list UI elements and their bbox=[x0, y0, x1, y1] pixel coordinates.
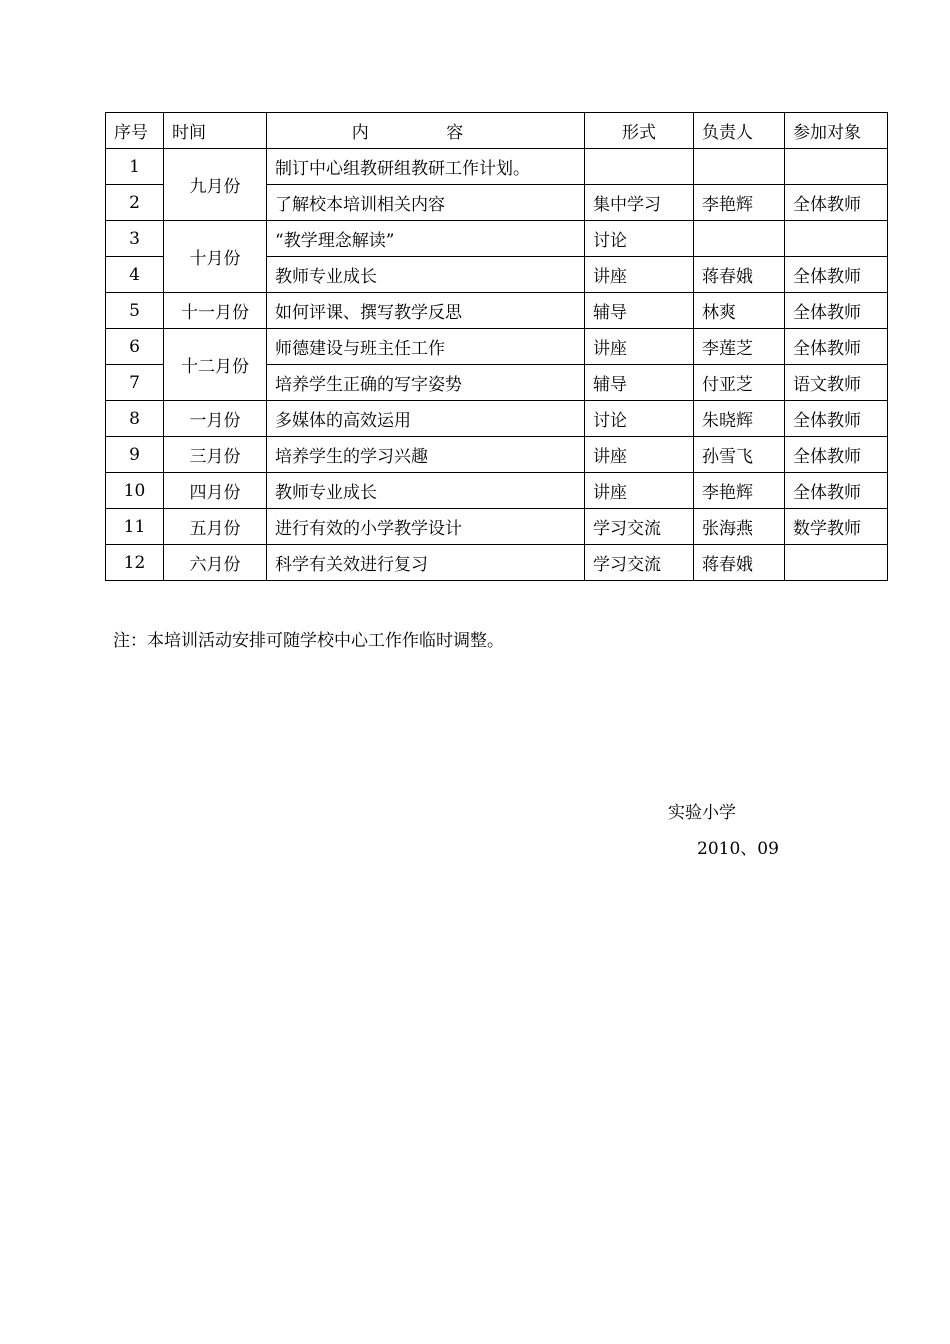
row-audience: 语文教师 bbox=[785, 365, 888, 401]
row-index: 2 bbox=[106, 185, 164, 221]
row-audience: 数学教师 bbox=[785, 509, 888, 545]
row-index: 1 bbox=[106, 149, 164, 185]
row-owner bbox=[694, 221, 785, 257]
row-audience: 全体教师 bbox=[785, 437, 888, 473]
adjustment-note: 注：本培训活动安排可随学校中心工作作临时调整。 bbox=[113, 631, 504, 651]
row-time: 十一月份 bbox=[164, 293, 267, 329]
row-index: 8 bbox=[106, 401, 164, 437]
row-format: 集中学习 bbox=[585, 185, 694, 221]
row-content: 进行有效的小学教学设计 bbox=[267, 509, 585, 545]
row-content: 教师专业成长 bbox=[267, 473, 585, 509]
row-index: 12 bbox=[106, 545, 164, 581]
table-row bbox=[106, 545, 888, 581]
table-row bbox=[106, 329, 888, 365]
table-row bbox=[106, 509, 888, 545]
row-owner: 孙雪飞 bbox=[694, 437, 785, 473]
row-time: 六月份 bbox=[164, 545, 267, 581]
row-format: 讨论 bbox=[585, 401, 694, 437]
row-content: 多媒体的高效运用 bbox=[267, 401, 585, 437]
table-row bbox=[106, 221, 888, 257]
row-audience: 全体教师 bbox=[785, 473, 888, 509]
header-owner: 负责人 bbox=[694, 113, 785, 149]
row-audience: 全体教师 bbox=[785, 185, 888, 221]
table-row bbox=[106, 401, 888, 437]
header-audience: 参加对象 bbox=[785, 113, 888, 149]
row-audience bbox=[785, 149, 888, 185]
header-index: 序号 bbox=[106, 113, 164, 149]
row-content: 了解校本培训相关内容 bbox=[267, 185, 585, 221]
row-audience: 全体教师 bbox=[785, 329, 888, 365]
row-owner: 朱晓辉 bbox=[694, 401, 785, 437]
row-time: 五月份 bbox=[164, 509, 267, 545]
row-time: 四月份 bbox=[164, 473, 267, 509]
row-format: 学习交流 bbox=[585, 509, 694, 545]
row-format: 学习交流 bbox=[585, 545, 694, 581]
row-format: 讲座 bbox=[585, 473, 694, 509]
row-audience bbox=[785, 545, 888, 581]
row-owner: 李艳辉 bbox=[694, 473, 785, 509]
table-row bbox=[106, 149, 888, 185]
row-content: “教学理念解读” bbox=[267, 221, 585, 257]
row-index: 11 bbox=[106, 509, 164, 545]
row-index: 6 bbox=[106, 329, 164, 365]
signature-school: 实验小学 bbox=[668, 803, 736, 823]
row-content: 制订中心组教研组教研工作计划。 bbox=[267, 149, 585, 185]
row-format: 辅导 bbox=[585, 293, 694, 329]
row-time: 九月份 bbox=[164, 149, 267, 221]
row-index: 10 bbox=[106, 473, 164, 509]
row-time: 三月份 bbox=[164, 437, 267, 473]
row-owner: 付亚芝 bbox=[694, 365, 785, 401]
row-index: 3 bbox=[106, 221, 164, 257]
row-format: 讨论 bbox=[585, 221, 694, 257]
row-owner: 蒋春娥 bbox=[694, 545, 785, 581]
row-index: 4 bbox=[106, 257, 164, 293]
row-time: 十二月份 bbox=[164, 329, 267, 401]
table-row bbox=[106, 473, 888, 509]
row-owner: 张海燕 bbox=[694, 509, 785, 545]
table-row bbox=[106, 437, 888, 473]
training-schedule-table bbox=[105, 112, 888, 581]
row-audience: 全体教师 bbox=[785, 401, 888, 437]
row-format bbox=[585, 149, 694, 185]
row-audience: 全体教师 bbox=[785, 293, 888, 329]
row-owner: 林爽 bbox=[694, 293, 785, 329]
signature-date: 2010、09 bbox=[697, 839, 779, 859]
row-content: 师德建设与班主任工作 bbox=[267, 329, 585, 365]
row-time: 十月份 bbox=[164, 221, 267, 293]
row-format: 讲座 bbox=[585, 329, 694, 365]
row-audience bbox=[785, 221, 888, 257]
row-content: 科学有关效进行复习 bbox=[267, 545, 585, 581]
row-content: 教师专业成长 bbox=[267, 257, 585, 293]
row-content: 培养学生正确的写字姿势 bbox=[267, 365, 585, 401]
row-owner bbox=[694, 149, 785, 185]
row-content: 如何评课、撰写教学反思 bbox=[267, 293, 585, 329]
header-time: 时间 bbox=[164, 113, 267, 149]
table-row bbox=[106, 293, 888, 329]
row-time: 一月份 bbox=[164, 401, 267, 437]
row-index: 9 bbox=[106, 437, 164, 473]
row-index: 5 bbox=[106, 293, 164, 329]
row-owner: 蒋春娥 bbox=[694, 257, 785, 293]
row-owner: 李莲芝 bbox=[694, 329, 785, 365]
header-format: 形式 bbox=[585, 113, 694, 149]
header-content: 内 容 bbox=[267, 113, 585, 149]
row-format: 讲座 bbox=[585, 257, 694, 293]
row-index: 7 bbox=[106, 365, 164, 401]
row-format: 讲座 bbox=[585, 437, 694, 473]
row-owner: 李艳辉 bbox=[694, 185, 785, 221]
row-content: 培养学生的学习兴趣 bbox=[267, 437, 585, 473]
row-audience: 全体教师 bbox=[785, 257, 888, 293]
table-header-row bbox=[106, 113, 888, 149]
row-format: 辅导 bbox=[585, 365, 694, 401]
